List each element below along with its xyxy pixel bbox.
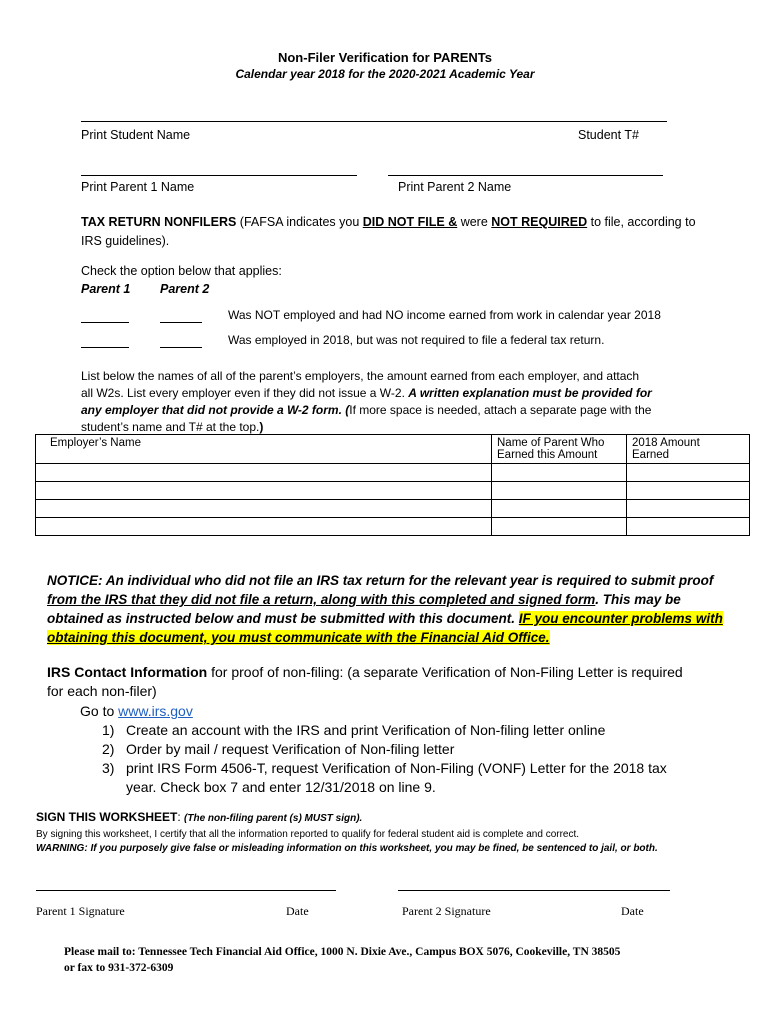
page-title: Non-Filer Verification for PARENTs xyxy=(277,50,493,65)
option2-parent2-checkbox[interactable] xyxy=(160,335,202,353)
table-row[interactable] xyxy=(36,500,750,518)
irs-contact-block: IRS Contact Information for proof of non-filing: (a separate Verification of Non-Filing Letter is required for each non-filer) xyxy=(47,664,683,699)
parent2-date-label: Date xyxy=(621,904,644,918)
parent-name-header: Name of Parent Who Earned this Amount xyxy=(492,435,627,464)
mail-instructions: Please mail to: Tennessee Tech Financial Aid Office, 1000 N. Dixie Ave., Campus BOX 5076, Cookeville, TN 38505 or fax to 931-372-6309 xyxy=(64,946,621,974)
student-name-line[interactable] xyxy=(81,121,667,122)
option1-parent2-checkbox[interactable] xyxy=(160,310,202,328)
table-row[interactable] xyxy=(36,464,750,482)
employers-instructions: List below the names of all of the parent’s employers, the amount earned from each employer, and attach all W2s. List every employer even if they did not issue a W-2. A written explanation must be provided for any employer that did not provide a W-2 form. (If more space is needed, attach a separate page with the student’s name and T# at the top.) xyxy=(81,369,652,434)
nonfilers-intro: TAX RETURN NONFILERS (FAFSA indicates you DID NOT FILE & were NOT REQUIRED to file, according to IRS guidelines). xyxy=(81,215,696,248)
option2-parent1-checkbox[interactable] xyxy=(81,335,129,353)
parent2-signature-label: Parent 2 Signature xyxy=(402,904,491,918)
nonfilers-heading: TAX RETURN NONFILERS xyxy=(81,215,237,229)
employer-table xyxy=(35,434,750,536)
irs-item-3: 3) print IRS Form 4506-T, request Verification of Non-Filing (VONF) Letter for the 2018 tax xyxy=(102,760,667,776)
parent1-name-line[interactable] xyxy=(81,175,357,176)
parent2-signature-line[interactable] xyxy=(398,890,670,891)
option1-parent1-checkbox[interactable] xyxy=(81,310,129,328)
parent1-date-label: Date xyxy=(286,904,309,918)
irs-link[interactable]: www.irs.gov xyxy=(118,703,193,719)
page-subtitle: Calendar year 2018 for the 2020-2021 Academic Year xyxy=(235,67,535,81)
student-t-label: Student T# xyxy=(578,128,639,142)
check-option-label: Check the option below that applies: xyxy=(81,264,282,278)
option2-label: Was employed in 2018, but was not required to file a federal tax return. xyxy=(228,333,605,347)
amount-header: 2018 Amount Earned xyxy=(627,435,750,464)
employer-name-header: Employer’s Name xyxy=(36,435,492,464)
sign-heading-line: SIGN THIS WORKSHEET: (The non-filing parent (s) MUST sign). xyxy=(36,810,363,824)
parent1-signature-line[interactable] xyxy=(36,890,336,891)
irs-goto: Go to www.irs.gov xyxy=(80,703,193,719)
student-name-label: Print Student Name xyxy=(81,128,191,142)
parent2-name-line[interactable] xyxy=(388,175,663,176)
irs-heading: IRS Contact Information xyxy=(47,664,208,680)
irs-item-2: 2) Order by mail / request Verification of Non-filing letter xyxy=(102,741,455,757)
table-row[interactable] xyxy=(36,518,750,536)
certify-text: By signing this worksheet, I certify that all the information reported to qualify for federal student aid is complete and correct. xyxy=(36,829,580,840)
option1-label: Was NOT employed and had NO income earned from work in calendar year 2018 xyxy=(228,308,661,322)
parent2-name-label: Print Parent 2 Name xyxy=(398,180,512,194)
parent1-column-header: Parent 1 xyxy=(81,282,131,296)
parent2-column-header: Parent 2 xyxy=(160,282,210,296)
irs-item-3-continued: year. Check box 7 and enter 12/31/2018 on line 9. xyxy=(126,779,436,795)
employer-table-header xyxy=(36,435,750,464)
warning-text: WARNING: If you purposely give false or misleading information on this worksheet, you may be fined, be sentenced to jail, or both. xyxy=(36,843,658,854)
irs-item-1: 1) Create an account with the IRS and print Verification of Non-filing letter online xyxy=(102,722,606,738)
parent1-name-label: Print Parent 1 Name xyxy=(81,180,195,194)
parent1-signature-label: Parent 1 Signature xyxy=(36,904,125,918)
notice-block: NOTICE: An individual who did not file an IRS tax return for the relevant year is required to submit proof from the IRS that they did not file a return, along with this completed and signed form. This may be obtained as instructed below and must be submitted with this document. IF you encounter problems with obtaining this document, you must communicate with the Financial Aid Office. xyxy=(47,573,723,645)
table-row[interactable] xyxy=(36,482,750,500)
